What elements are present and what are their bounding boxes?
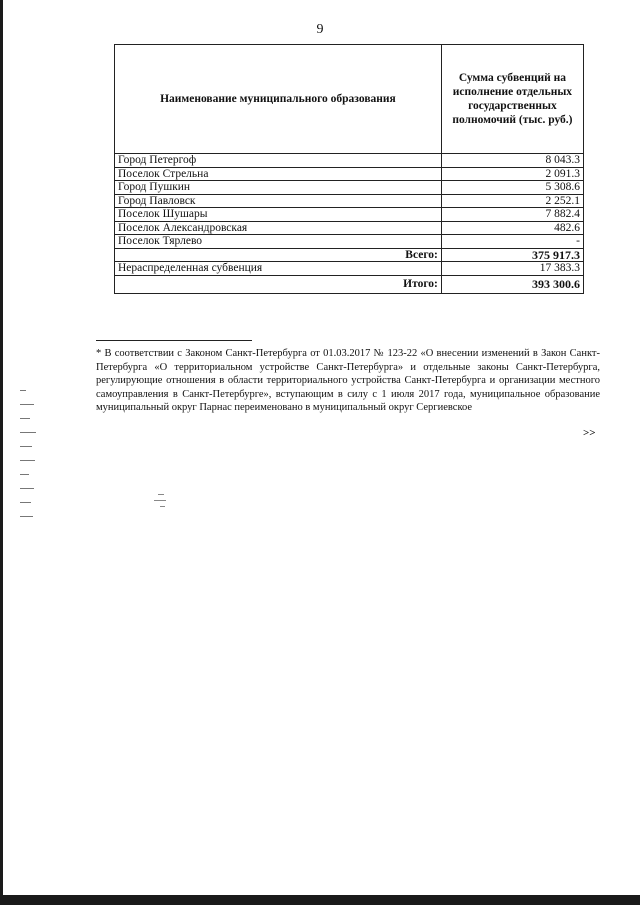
row-sum: 7 882.4 <box>441 208 583 222</box>
table-row <box>115 154 584 168</box>
grand-total-sum: 393 300.6 <box>441 275 583 293</box>
subventions-table <box>114 44 584 294</box>
total-label: Всего: <box>115 248 442 262</box>
row-name: Поселок Тярлево <box>115 235 442 249</box>
table-row <box>115 181 584 195</box>
row-sum: 8 043.3 <box>441 154 583 168</box>
row-sum: - <box>441 235 583 249</box>
header-sum: Сумма субвенций на исполнение отдельных государственных полномочий (тыс. руб.) <box>441 45 583 154</box>
scan-left-edge <box>0 0 3 905</box>
table-row <box>115 194 584 208</box>
row-sum: 5 308.6 <box>441 181 583 195</box>
table-header-row <box>115 45 584 154</box>
total-row <box>115 248 584 262</box>
header-name: Наименование муниципального образования <box>115 45 442 154</box>
table-row <box>115 221 584 235</box>
row-name: Поселок Александровская <box>115 221 442 235</box>
row-name: Город Петергоф <box>115 154 442 168</box>
unallocated-name: Нераспределенная субвенция <box>115 262 442 276</box>
row-name: Город Павловск <box>115 194 442 208</box>
row-name: Поселок Стрельна <box>115 167 442 181</box>
row-sum: 482.6 <box>441 221 583 235</box>
unallocated-sum: 17 383.3 <box>441 262 583 276</box>
footnote-text: * В соответствии с Законом Санкт-Петербурга от 01.03.2017 № 123-22 «О внесении изменений в Закон Санкт-Петербурга «О территориальном устройстве Санкт-Петербурга» и отдельные законы Санкт-Петербурга, регулирующие отношения в области территориального устройства Санкт-Петербурга и организации местного самоуправления в Санкт-Петербурге», вступающим в силу с 1 июля 2017 года, муниципальное образование муниципальный округ Парнас переименовано в муниципальный округ Сергиевское <box>96 348 600 413</box>
row-name: Поселок Шушары <box>115 208 442 222</box>
footnote-divider <box>96 340 252 341</box>
scan-stray-marks <box>150 490 172 514</box>
scan-margin-marks <box>20 390 40 530</box>
row-sum: 2 252.1 <box>441 194 583 208</box>
total-sum: 375 917.3 <box>441 248 583 262</box>
row-name: Город Пушкин <box>115 181 442 195</box>
table-row <box>115 235 584 249</box>
next-page-marker: >> <box>583 427 596 439</box>
unallocated-row <box>115 262 584 276</box>
table-row <box>115 167 584 181</box>
scan-bottom-edge <box>0 895 640 905</box>
grand-total-label: Итого: <box>115 275 442 293</box>
page-number: 9 <box>316 22 324 37</box>
table-row <box>115 208 584 222</box>
grand-total-row <box>115 275 584 293</box>
row-sum: 2 091.3 <box>441 167 583 181</box>
